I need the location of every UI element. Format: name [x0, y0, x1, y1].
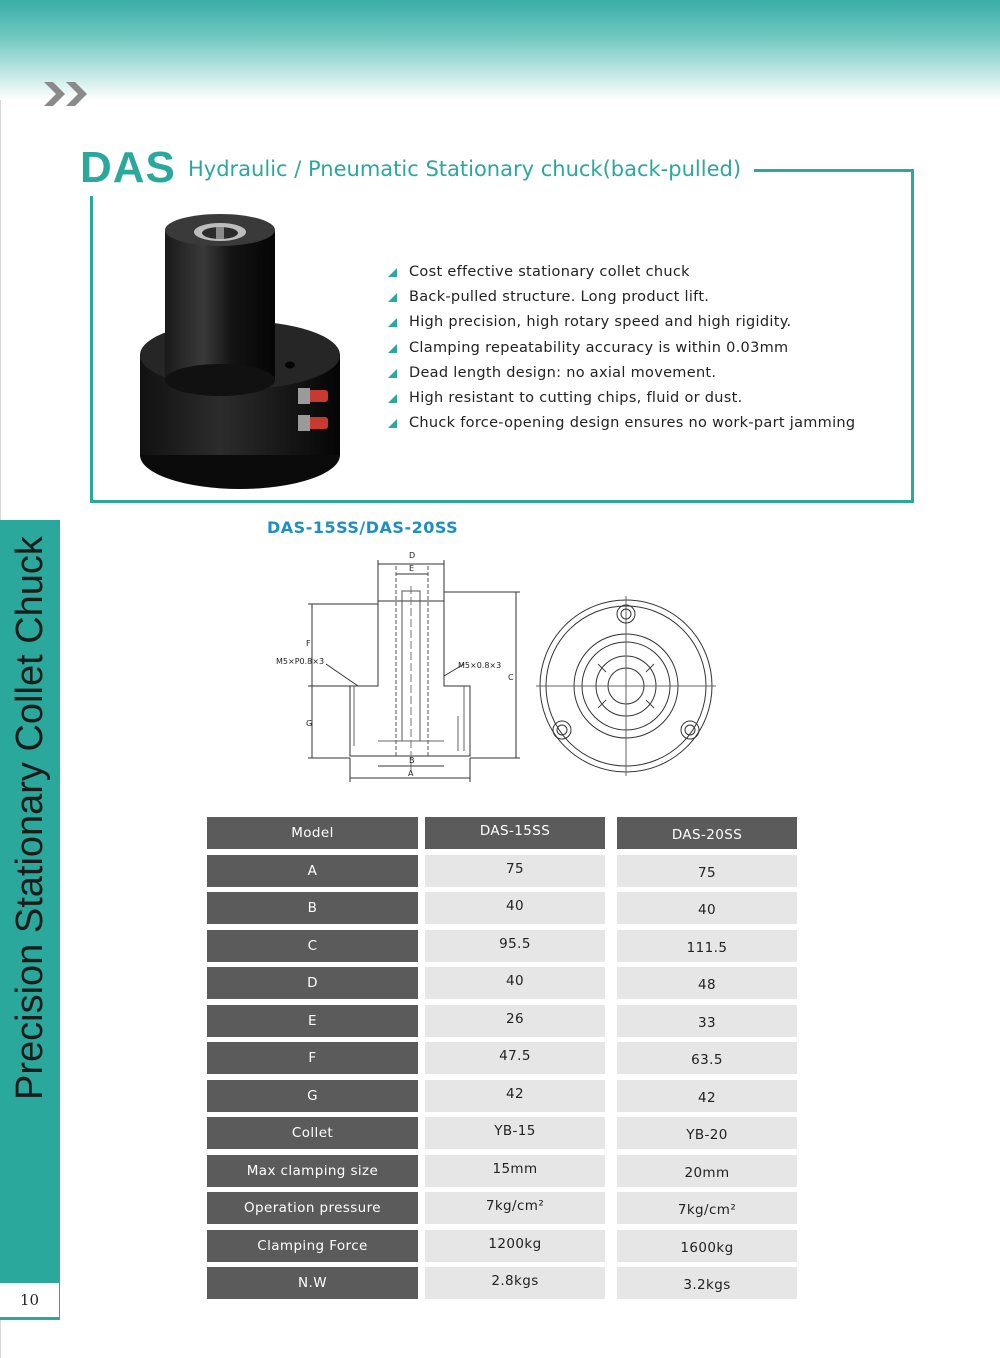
header-das-20ss: DAS-20SS [617, 817, 797, 849]
side-view [308, 560, 520, 782]
row-label: A [207, 855, 418, 887]
diagram-title: DAS-15SS/DAS-20SS [267, 518, 459, 537]
value-das-20ss: 75 [617, 855, 797, 887]
frame-line-left [90, 196, 93, 503]
top-view [536, 596, 716, 776]
double-chevron-icon [44, 82, 90, 106]
feature-list [388, 262, 855, 438]
value-das-20ss: 40 [617, 892, 797, 924]
value-das-20ss: 42 [617, 1080, 797, 1112]
dim-e-label: E [409, 564, 415, 573]
value-das-15ss: 75 [425, 855, 605, 887]
value-das-20ss: 33 [617, 1005, 797, 1037]
bullet-triangle-icon [388, 394, 397, 403]
feature-item: Cost effective stationary collet chuck [388, 262, 855, 287]
chuck-product-photo [130, 205, 345, 495]
row-label: B [207, 892, 418, 924]
row-label: Max clamping size [207, 1155, 418, 1187]
thread-right-label: M5×0.8×3 [458, 661, 502, 670]
value-das-20ss: 1600kg [617, 1230, 797, 1262]
dim-b-label: B [409, 756, 415, 765]
bullet-triangle-icon [388, 369, 397, 378]
header-model: Model [207, 817, 418, 849]
row-label: F [207, 1042, 418, 1074]
feature-item: High precision, high rotary speed and high rigidity. [388, 312, 855, 337]
dim-c-label: C [508, 673, 514, 682]
thread-left-label: M5×P0.8×3 [276, 657, 325, 666]
value-das-15ss: YB-15 [425, 1117, 605, 1149]
frame-line-bottom [90, 500, 914, 503]
dim-a-label: A [408, 769, 414, 778]
row-label: G [207, 1080, 418, 1112]
value-das-20ss: 111.5 [617, 930, 797, 962]
feature-item: Chuck force-opening design ensures no work-part jamming [388, 413, 855, 438]
value-das-20ss: 63.5 [617, 1042, 797, 1074]
value-das-15ss: 42 [425, 1080, 605, 1112]
bullet-triangle-icon [388, 419, 397, 428]
dim-f-label: F [306, 639, 311, 648]
brand-title: DAS [80, 143, 176, 192]
frame-line-right [911, 169, 914, 503]
feature-item: Back-pulled structure. Long product lift. [388, 287, 855, 312]
feature-item: High resistant to cutting chips, fluid or dust. [388, 388, 855, 413]
dim-g-label: G [306, 719, 313, 728]
section-title-vertical: Precision Stationary Collet Chuck [9, 536, 51, 1100]
bullet-triangle-icon [388, 318, 397, 327]
value-das-20ss: 7kg/cm² [617, 1192, 797, 1224]
value-das-15ss: 15mm [425, 1155, 605, 1187]
value-das-15ss: 7kg/cm² [425, 1192, 605, 1224]
header-das-15ss: DAS-15SS [425, 817, 605, 849]
value-das-20ss: 3.2kgs [617, 1267, 797, 1299]
header-gradient-band [0, 0, 1000, 100]
dim-d-label: D [409, 551, 416, 560]
value-das-20ss: 48 [617, 967, 797, 999]
row-label: Clamping Force [207, 1230, 418, 1262]
page-number: 10 [0, 1282, 60, 1318]
technical-drawing [268, 546, 728, 786]
value-das-15ss: 2.8kgs [425, 1267, 605, 1299]
row-label: Operation pressure [207, 1192, 418, 1224]
row-label: E [207, 1005, 418, 1037]
value-das-15ss: 40 [425, 967, 605, 999]
value-das-15ss: 40 [425, 892, 605, 924]
bullet-triangle-icon [388, 344, 397, 353]
row-label: C [207, 930, 418, 962]
row-label: D [207, 967, 418, 999]
product-subtitle: Hydraulic / Pneumatic Stationary chuck(back-pulled) [188, 157, 742, 181]
frame-line-top [754, 169, 914, 172]
bullet-triangle-icon [388, 293, 397, 302]
value-das-20ss: 20mm [617, 1155, 797, 1187]
value-das-15ss: 95.5 [425, 930, 605, 962]
bullet-triangle-icon [388, 268, 397, 277]
row-label: N.W [207, 1267, 418, 1299]
feature-item: Dead length design: no axial movement. [388, 363, 855, 388]
value-das-20ss: YB-20 [617, 1117, 797, 1149]
feature-item: Clamping repeatability accuracy is within 0.03mm [388, 338, 855, 363]
value-das-15ss: 26 [425, 1005, 605, 1037]
value-das-15ss: 1200kg [425, 1230, 605, 1262]
row-label: Collet [207, 1117, 418, 1149]
value-das-15ss: 47.5 [425, 1042, 605, 1074]
